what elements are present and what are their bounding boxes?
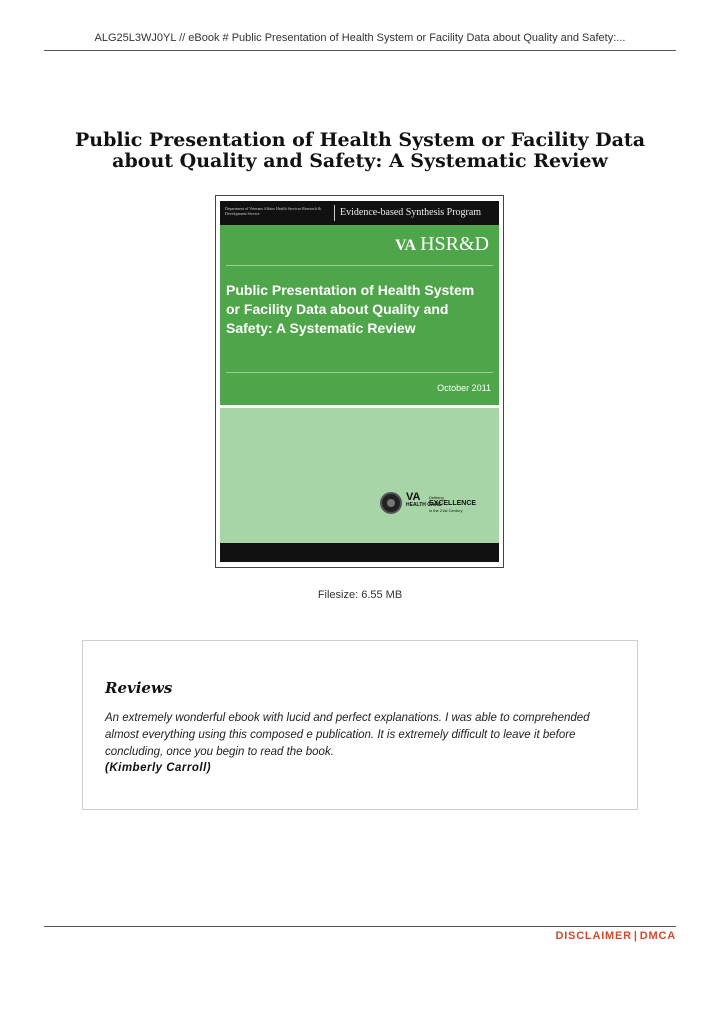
va-logo-big: VA	[406, 491, 421, 503]
footer-separator: |	[633, 930, 638, 942]
dmca-link[interactable]: DMCA	[639, 930, 676, 942]
footer-links	[555, 930, 676, 942]
cover-gap	[220, 405, 499, 408]
cover-green-panel	[220, 225, 499, 405]
hsrd-logo-text: HSR&D	[420, 233, 489, 255]
reviews-box	[82, 640, 638, 810]
tagline-excellence: EXCELLENCE	[429, 500, 477, 507]
cover-date: October 2011	[437, 383, 491, 393]
cover-rule-top	[226, 265, 493, 266]
va-logo-small: HEALTH CARE	[406, 502, 442, 508]
tagline-century: in the 21st Century	[429, 508, 463, 513]
page-title: Public Presentation of Health System or Facility Data about Quality and Safety: A Systematic Review	[74, 129, 646, 172]
hsrd-logo	[395, 233, 489, 256]
va-logo-icon: VA	[395, 237, 417, 254]
book-cover-image	[220, 201, 499, 562]
va-seal-icon	[380, 492, 402, 514]
book-cover[interactable]	[215, 195, 504, 568]
header-divider	[44, 50, 676, 51]
cover-rule-bottom	[226, 372, 493, 373]
cover-department: Department of Veterans Affairs Health Services Research & Development Service	[225, 206, 321, 216]
tagline-defining: Defining	[429, 495, 444, 500]
cover-top-bar	[220, 201, 499, 225]
reviews-heading: Reviews	[105, 679, 173, 697]
disclaimer-link[interactable]: DISCLAIMER	[555, 930, 632, 942]
cover-separator	[334, 205, 335, 221]
cover-program: Evidence-based Synthesis Program	[340, 207, 482, 218]
review-text: An extremely wonderful ebook with lucid and perfect explanations. I was able to comprehended almost everything using this composed e publication. It is extremely difficult to leave it before concluding, once you begin to read the book.	[105, 712, 590, 758]
review-author: (Kimberly Carroll)	[105, 762, 212, 774]
footer-divider	[44, 926, 676, 927]
excellence-tagline	[429, 495, 476, 513]
file-size: Filesize: 6.55 MB	[317, 589, 403, 601]
cover-bottom-bar	[220, 543, 499, 562]
page-header: ALG25L3WJ0YL // eBook # Public Presentation of Health System or Facility Data about Quality and Safety:...	[94, 32, 626, 44]
cover-title: Public Presentation of Health System or Facility Data about Quality and Safety: A Systematic Review	[226, 282, 475, 336]
